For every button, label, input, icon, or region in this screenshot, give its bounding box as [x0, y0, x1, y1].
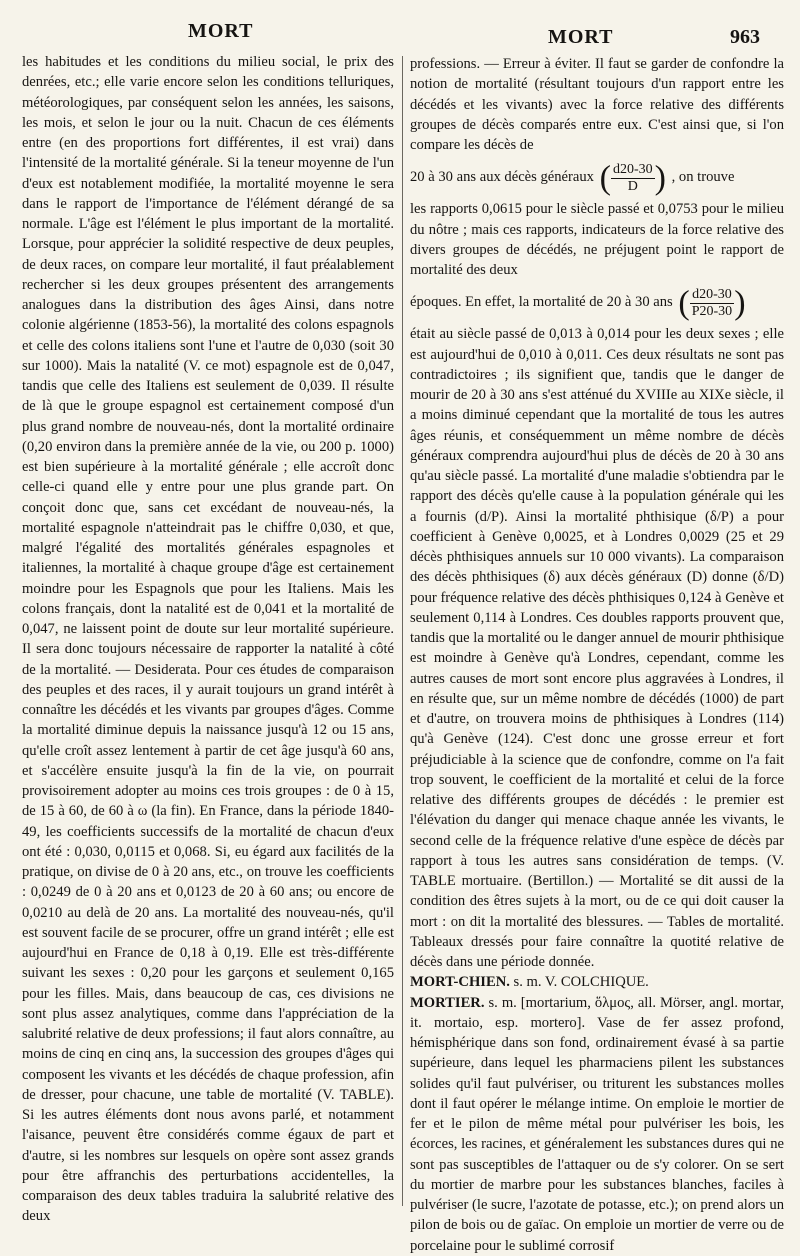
column-divider [402, 56, 403, 1206]
page-number: 963 [730, 26, 760, 48]
right-running-head: MORT [548, 26, 614, 48]
entry-mortier-body: s. m. [mortarium, ὅλμος, all. Mörser, angl. mortar, it. mortaio, esp. mortero]. Vase de fer assez profond, hémisphérique dans son fond, ordinairement évasé à sa partie supérieure, dans lequel les pharmaciens pilent les substances solides qu'il faut pulvériser, ou triturent les substances molles dont il faut opérer le mélange intime. On emploie le mortier de fer et le pilon de même métal pour pulvériser les bois, les écorces, les racines, et généralement les substances dures qui ne sont pas susceptibles de l'attaquer ou de s'y colorer. On se sert du mortier de marbre pour les substances blanches, faciles à pulvériser (le sucre, l'azotate de potasse, etc.); on prend alors un pilon de bois ou de gaïac. On emploie un mortier de verre ou de porcelaine pour le sublimé corrosif [410, 994, 784, 1254]
left-running-head: MORT [188, 20, 254, 42]
equation-1-suffix: , on trouve [671, 169, 735, 186]
entry-mortier-headword: MORTIER. [410, 994, 485, 1011]
fraction-2-numerator: d20-30 [690, 287, 734, 304]
right-para-3: était au siècle passé de 0,013 à 0,014 pour les deux sexes ; elle est aujourd'hui de 0,010 à 0,011. Ces deux résultats ne sont pas contradictoires ; ils signifient que, tandis que le danger de mourir de 20 à 30 ans s'est atténué du XVIIIe au XIXe siècle, il a moins diminué cependant que la mortalité de tous les autres âges réunis, et conséquemment un même nombre de décès généraux comprendra aujourd'hui plus de décès de 20 à 30 ans qu'au siècle passé. La mortalité d'une maladie s'obtiendra par le rapport des décès qu'elle cause à la population générale qui les a fournis (d/P). Ainsi la mortalité phthisique (δ/P) a pour coefficient à Genève 0,0025, et à Londres 0,0029 (25 et 29 décès phthisiques annuels sur 10 000 vivants). La comparaison des décès phthisiques (δ) aux décès généraux (D) donne (δ/D) pour fréquence relative des décès phthisiques 0,124 à Genève et seulement 0,114 à Londres. Ces doubles rapports prouvent que, tandis que la mortalité ou le danger annuel de mourir phthisique est moindre à Genève qu'à Londres, cependant, comme les autres causes de mort sont encore plus aggravées à Londres, il en résulte que, sur un même nombre de décédés (1000) de part et d'autre, on trouvera moins de phthisiques à Londres (114) qu'à Genève (124). C'est donc une grosse erreur et fort préjudiciable à la science que de confondre, comme on l'a fait trop souvent, le coefficient de la mortalité et celui de la force relative des différents groupes de décédés : le premier est l'élévation du danger qui menace chaque année les vivants, le second celle de la fréquence relative d'une espèce de décès par rapport à tous les autres sans considération de temps. (V. TABLE mortuaire. (Bertillon.) — Mortalité se dit aussi de la condition des êtres sujets à la mort, ou de ce qui doit causer la mort : on dit la mortalité des blessures. — Tables de mortalité. Tableaux dressés pour faire connaître la quotité relative de décès dans une période donnée. [410, 326, 784, 970]
left-column [22, 52, 394, 1225]
right-para-2: les rapports 0,0615 pour le siècle passé et 0,0753 pour le milieu du nôtre ; mais ces rapports, indicateurs de la force relative des divers groupes de décédés, ne préjugent point le rapport de mortalité des deux [410, 201, 784, 278]
entry-mort-chien [410, 972, 784, 992]
fraction-d-over-P: ( $\frac{d20-30}{P20-30}$ ) [678, 284, 746, 322]
fraction-1-denominator: D [627, 179, 638, 195]
fraction-1-numerator: d20-30 [612, 162, 653, 178]
equation-1-prefix: 20 à 30 ans aux décès généraux [410, 169, 594, 186]
equation-line-2 [410, 280, 784, 324]
page-header [0, 16, 800, 46]
entry-mortier [410, 993, 784, 1256]
equation-line-1 [410, 155, 784, 199]
equation-2-prefix: époques. En effet, la mortalité de 20 à 30 ans [410, 294, 673, 311]
entry-mort-chien-body: s. m. V. COLCHIQUE. [509, 974, 649, 991]
right-column [410, 54, 784, 1254]
left-column-text: les habitudes et les conditions du milieu social, le prix des denrées, etc.; elle varie encore selon les conditions telluriques, météorologiques, par conséquent selon les années, les saisons, les mois, et selon le jour ou la nuit. Chacun de ces éléments entre (en des proportions fort différentes, il est vrai) dans l'intensité de la mortalité générale. Si la teneur moyenne de l'un d'eux est notablement modifiée, la mortalité moyenne le sera dans le rapport de l'importance de l'élément dérangé de sa normale. L'âge est l'élément le plus important de la mortalité. Lorsque, pour apprécier la solidité respective de deux peuples, de deux races, on compare leur mortalité, il faut préalablement rechercher si les deux groupes présentent des arrangements analogues dans la distribution des âges Ainsi, dans notre colonie algérienne (1853-56), la mortalité des colons espagnols et celle des colons italiens sont l'une et l'autre de 0,030 (soit 30 sur 1000). Mais la natalité (V. ce mot) espagnole est de 0,047, tandis que celle des Italiens est seulement de 0,039. Il résulte de là que le groupe espagnol est certainement composé d'un plus grand nombre de nouveau-nés, dont la mortalité ordinaire (0,20 environ dans la première année de la vie, ou 200 p. 1000) est bien supérieure à la mortalité générale ; elle accroît donc celle-ci quand elle y entre pour une plus grande part. On conçoit donc que, sans cet excédant de nouveau-nés, la mortalité espagnole n'atteindrait pas le chiffre 0,030, et que, malgré l'égalité des mortalités générales espagnoles et italiennes, la mortalité à chaque groupe d'âge est certainement moindre pour les Espagnols que pour les Italiens. Mais les colons français, dont la natalité est de 0,041 et la mortalité de 0,047, ne laissent point de doute sur leur mortalité supérieure. Il sera donc toujours nécessaire de rapporter la natalité à côté de la mortalité. — Desiderata. Pour ces études de comparaison des peuples et des races, il y aurait toujours un grand intérêt à connaître les décédés et les vivants par groupes d'âges. Comme la mortalité diminue depuis la naissance jusqu'à 12 ou 15 ans, qu'elle croît assez lentement à partir de cet âge jusqu'à 60 ans, et s'accélère ensuite jusqu'à la fin de la vie, on pourrait provisoirement adopter au moins ces trois groupes : de 0 à 15, de 15 à 60, de 60 à ω (la fin). En France, dans la période 1840-49, les coefficients successifs de la mortalité de chacun d'eux ont été : 0,030, 0,0115 et 0,068. Si, eu égard aux facilités de la pratique, on divise de 0 à 20 ans, etc., on trouve les coefficients : 0,0249 de 0 à 20 ans et 0,0123 de 20 à 60 ans; ou encore de 0,0210 au delà de 20 ans. La mortalité des nouveau-nés, qu'il est souvent facile de se procurer, offre un grand intérêt ; elle est aujourd'hui en France de 0,18 à 0,19. Elle est très-différente suivant les sexes : 0,20 pour les garçons et seulement 0,165 pour les filles. Mais, dans beaucoup de cas, ces divisions ne sont plus assez analytiques, comme dans l'appréciation de la salubrité relative de deux professions; il faut alors connaître, au moins de cinq en cinq ans, la succession des groupes d'âges qui composent les vivants et les décédés de chaque profession, afin de dresser, pour chacune, une table de mortalité (V. TABLE). Si les autres éléments dont nous avons parlé, et notamment l'aisance, peuvent être considérés comme égaux de part et d'autre, si les nombres sur lesquels on opère sont assez grands pour être affranchis des perturbations accidentelles, la comparaison des deux tables traduira la salubrité relative des deux [22, 54, 394, 1225]
entry-mort-chien-headword: MORT-CHIEN. [410, 974, 510, 991]
fraction-2-denominator: P20-30 [691, 304, 733, 320]
right-para-1: professions. — Erreur à éviter. Il faut se garder de confondre la notion de mortalité (résultant toujours d'un rapport entre les décédés et les vivants) avec la force relative des différents groupes de décès comparés entre eux. C'est ainsi que, si l'on compare les décès de [410, 56, 784, 153]
fraction-d-over-D: ( $\frac{d20-30}{D}$ ) [599, 159, 666, 197]
